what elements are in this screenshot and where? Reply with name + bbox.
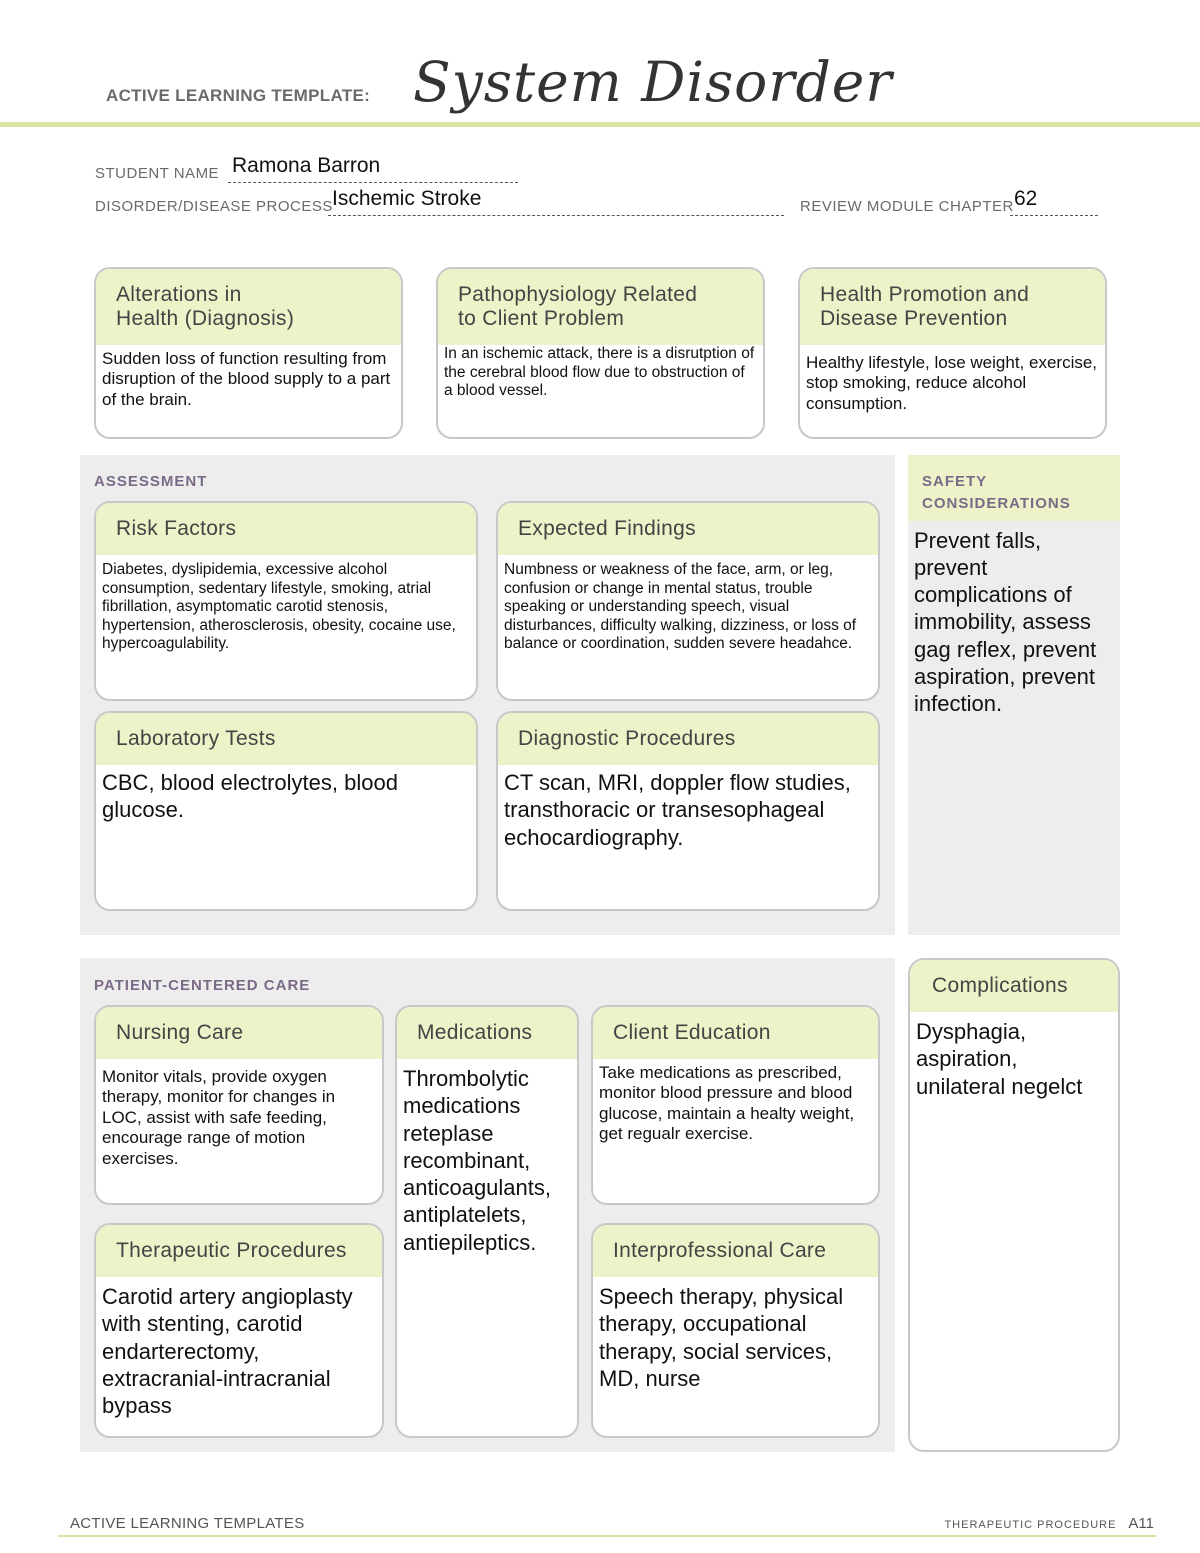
laboratory-tests-box	[94, 711, 478, 911]
diagnostic-procedures-body: CT scan, MRI, doppler flow studies, transthoracic or transesophageal echocardiography.	[504, 770, 851, 850]
risk-factors-box	[94, 501, 478, 701]
medications-body: Thrombolytic medications reteplase recombinant, anticoagulants, antiplatelets, antiepileptics.	[403, 1066, 551, 1255]
safety-section	[908, 455, 1120, 935]
health-promotion-title	[800, 269, 1105, 345]
footer-page: A11	[1128, 1515, 1154, 1532]
pathophysiology-body: In an ischemic attack, there is a disrutption of the cerebral blood flow due to obstruction of a blood vessel.	[444, 345, 755, 400]
safety-label-line1: SAFETY	[922, 473, 988, 490]
safety-label	[908, 455, 1120, 521]
template-label: ACTIVE LEARNING TEMPLATE:	[106, 86, 371, 105]
health-promotion-box	[798, 267, 1107, 439]
complications-body: Dysphagia, aspiration, unilateral negelct	[916, 1019, 1083, 1099]
disorder-label: DISORDER/DISEASE PROCESS	[95, 198, 333, 215]
pathophysiology-box	[436, 267, 765, 439]
disorder-value: Ischemic Stroke	[332, 187, 482, 210]
risk-factors-body: Diabetes, dyslipidemia, excessive alcohol consumption, sedentary lifestyle, smoking, atrial fibrillation, asymptomatic carotid stenosis, hypertension, atherosclerosis, obesity, cocaine use, hypercoagulability.	[102, 561, 456, 653]
safety-label-line2: CONSIDERATIONS	[922, 494, 1071, 512]
diagnostic-procedures-title: Diagnostic Procedures	[498, 713, 878, 765]
medications-title: Medications	[397, 1007, 577, 1059]
safety-body: Prevent falls, prevent complications of immobility, assess gag reflex, prevent aspiration, prevent infection.	[914, 527, 1097, 717]
therapeutic-procedures-body: Carotid artery angioplasty with stenting, carotid endarterectomy, extracranial-intracranial bypass	[102, 1284, 353, 1419]
complications-box	[908, 958, 1120, 1452]
header-rule	[0, 122, 1200, 127]
footer-section-label: THERAPEUTIC PROCEDURE	[944, 1519, 1117, 1531]
risk-factors-title: Risk Factors	[96, 503, 476, 555]
disorder-field[interactable]	[328, 187, 784, 216]
alterations-title-line1: Alterations in	[116, 283, 242, 306]
chapter-value: 62	[1014, 187, 1038, 210]
interprofessional-care-box	[591, 1223, 880, 1438]
therapeutic-procedures-box	[94, 1223, 384, 1438]
client-education-box	[591, 1005, 880, 1205]
laboratory-tests-body: CBC, blood electrolytes, blood glucose.	[102, 770, 398, 823]
assessment-label: ASSESSMENT	[94, 473, 208, 490]
health-promotion-title-line2: Disease Prevention	[820, 307, 1008, 330]
alterations-title-line2: Health (Diagnosis)	[116, 307, 295, 330]
student-name-field[interactable]	[228, 154, 518, 183]
pathophysiology-title-line1: Pathophysiology Related	[458, 283, 698, 306]
alterations-body: Sudden loss of function resulting from disruption of the blood supply to a part of the brain.	[102, 349, 391, 409]
student-name-label: STUDENT NAME	[95, 165, 220, 182]
chapter-field[interactable]	[1010, 187, 1098, 216]
student-name-value: Ramona Barron	[232, 154, 381, 177]
alterations-title	[96, 269, 401, 345]
diagnostic-procedures-box	[496, 711, 880, 911]
expected-findings-body: Numbness or weakness of the face, arm, or leg, confusion or change in mental status, trouble speaking or understanding speech, visual disturbances, difficulty walking, dizziness, or loss of balance or coordination, sudden severe headahce.	[504, 561, 857, 653]
health-promotion-title-line1: Health Promotion and	[820, 283, 1030, 306]
laboratory-tests-title: Laboratory Tests	[96, 713, 476, 765]
template-title: System Disorder	[413, 50, 893, 114]
alterations-box	[94, 267, 403, 439]
therapeutic-procedures-title: Therapeutic Procedures	[96, 1225, 382, 1277]
client-education-body: Take medications as prescribed, monitor blood pressure and blood glucose, maintain a healty weight, get regualr exercise.	[599, 1063, 855, 1144]
footer-right	[944, 1515, 1154, 1532]
patient-care-label: PATIENT-CENTERED CARE	[94, 977, 311, 994]
footer-rule	[58, 1535, 1156, 1537]
complications-title: Complications	[910, 960, 1118, 1012]
client-education-title: Client Education	[593, 1007, 878, 1059]
expected-findings-box	[496, 501, 880, 701]
expected-findings-title: Expected Findings	[498, 503, 878, 555]
medications-box	[395, 1005, 579, 1438]
pathophysiology-title	[438, 269, 763, 345]
nursing-care-box	[94, 1005, 384, 1205]
interprofessional-care-body: Speech therapy, physical therapy, occupational therapy, social services, MD, nurse	[599, 1284, 844, 1391]
chapter-label: REVIEW MODULE CHAPTER	[800, 198, 1014, 215]
health-promotion-body: Healthy lifestyle, lose weight, exercise, stop smoking, reduce alcohol consumption.	[806, 353, 1098, 413]
nursing-care-body: Monitor vitals, provide oxygen therapy, monitor for changes in LOC, assist with safe feeding, encourage range of motion exercises.	[102, 1067, 336, 1168]
footer-left: ACTIVE LEARNING TEMPLATES	[70, 1515, 305, 1532]
nursing-care-title: Nursing Care	[96, 1007, 382, 1059]
interprofessional-care-title: Interprofessional Care	[593, 1225, 878, 1277]
pathophysiology-title-line2: to Client Problem	[458, 307, 625, 330]
